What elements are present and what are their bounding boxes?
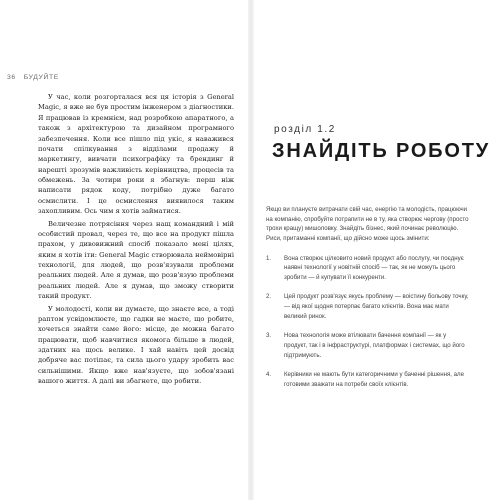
list-text: Нова технологія може втілювати бачення компанії — як у продукт, так і в інфраструктурі, платформах і системах, що його підтримують.	[284, 332, 465, 359]
page-number: 36	[7, 74, 16, 81]
list-number: 4.	[266, 371, 272, 379]
list-text: Цей продукт розв'язує якусь проблему — воістину больову точку, — від якої щодня потерпає багато клієнтів. Вона має мати великий ринок.	[284, 293, 469, 320]
list-text: Вона створює цілковито новий продукт або послугу, чи поєднує наявні технології у новітній спосіб — так, як не можуть цього зробити — й купувати її конкуренти.	[284, 254, 464, 281]
left-body-text	[38, 92, 234, 389]
paragraph-2: Величезне потрясіння через нащ командний і мій особистий провал, через те, що все на продукт пішла прахом, у дивовижний спосіб показало мені цілях, яким я хотів іти: General Magic створювала неймовірні технології, для людей, що розв'язували проблеми реальних людей. Але я думав, що розв'язую проблеми реальних людей. Але я думав, що зможу створити такий продукт.	[38, 219, 234, 301]
list-number: 3.	[266, 332, 272, 340]
list-item	[266, 370, 470, 389]
list-item	[266, 254, 470, 283]
paragraph-3: У молодості, коли ви думаєте, що знаєте все, а тоді раптом усвідомлюєте, що гадки не маєте, що робите, хочеться знайти саме його: місце, де можна багато працювати, щоб навчитися якомога більше в людей, здатних на щось велике. І хай навіть цей досвід добряче вас потіпає, та сила цього удару зробить вас сильнішими. Якщо вже нав'язуєте, що зобов'язані вашого життя. А далі ви збагнете, що робити.	[38, 304, 234, 386]
list-number: 2.	[266, 293, 272, 301]
section-title: ЗНАЙДІТЬ РОБОТУ	[272, 140, 490, 162]
list-text: Керівники не мають бути категоричними у баченні рішення, але готовими зважати на потреби своїх клієнтів.	[284, 371, 464, 388]
running-head	[7, 74, 59, 81]
list-number: 1.	[266, 254, 272, 262]
paragraph-1: У час, коли розгорталася вся ця історія з General Magic, я вже не був простим інженером з діагностики. Я працював із кремнієм, над розробкою апаратного, а також з архітектурою та дизайном програмного забезпечення. Коли все пішло під укіс, я наважився почати спілкування з відділами продажу й маркетингу, вивчати психографіку та брендинг й нарешті зрозумів важливість керівництва, процесів та обмежень. За чотири роки я збагнув: перш ніж написати рядок коду, потрібно дуже багато осмислити. І це осмислення виявилося таким захопливим. Ось чим я хотів займатися.	[38, 93, 234, 216]
running-head-title: БУДУЙТЕ	[23, 74, 59, 81]
traits-list	[266, 254, 470, 390]
list-item	[266, 331, 470, 360]
section-label: розділ 1.2	[274, 124, 336, 135]
list-item	[266, 292, 470, 321]
intro-paragraph: Якщо ви плануєте витрачати свій час, енергію та молодість, працюючи на компанію, спробуйте потрапити не в ту, яка створює чергову (просто трохи кращу) мишоловку. Знайдіть бізнес, який починає революцію. Риси, притаманні компанії, що дійсно може щось змінити:	[266, 206, 469, 242]
right-body-text	[266, 205, 470, 399]
